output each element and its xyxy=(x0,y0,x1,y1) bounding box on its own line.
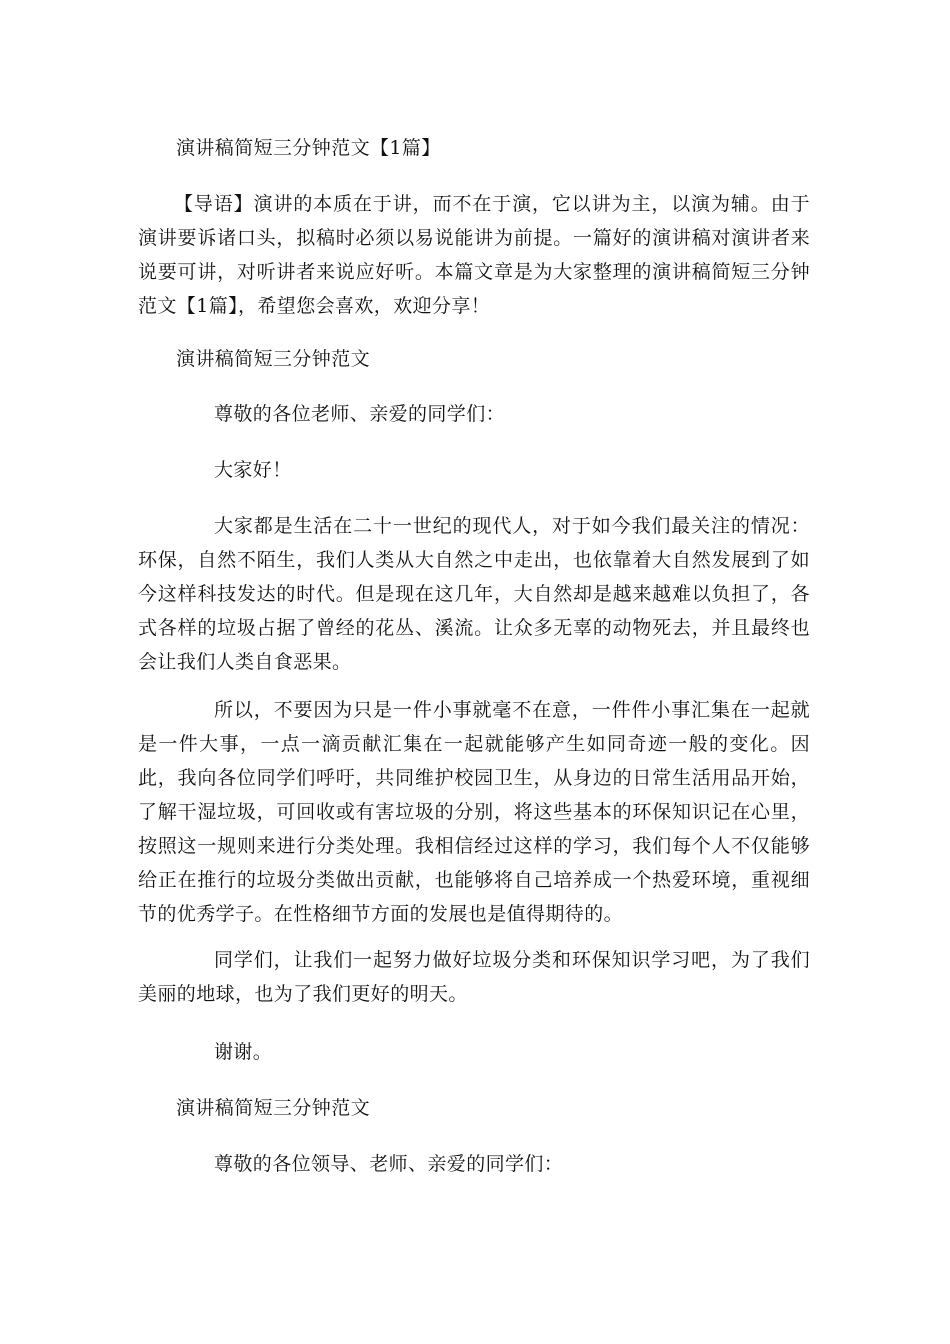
speech2-heading: 演讲稿简短三分钟范文 xyxy=(176,1097,371,1119)
speech1-salutation: 尊敬的各位老师、亲爱的同学们： xyxy=(214,403,506,425)
document-title: 演讲稿简短三分钟范文【1篇】 xyxy=(176,137,441,159)
speech1-closing: 谢谢。 xyxy=(214,1041,273,1063)
speech1-heading: 演讲稿简短三分钟范文 xyxy=(176,348,371,370)
speech2-salutation: 尊敬的各位领导、老师、亲爱的同学们： xyxy=(214,1153,564,1175)
speech1-paragraph-3: 同学们，让我们一起努力做好垃圾分类和环保知识学习吧，为了我们美丽的地球，也为了我们更好的明天。 xyxy=(138,949,810,1005)
intro-paragraph: 【导语】演讲的本质在于讲，而不在于演，它以讲为主，以演为辅。由于演讲要诉诸口头，拟稿时必须以易说能讲为前提。一篇好的演讲稿对演讲者来说要可讲，对听讲者来说应好听。本篇文章是为大家整理的演讲稿简短三分钟范文【1篇】，希望您会喜欢，欢迎分享！ xyxy=(138,193,810,317)
speech1-paragraph-2: 所以，不要因为只是一件小事就毫不在意，一件件小事汇集在一起就是一件大事，一点一滴贡献汇集在一起就能够产生如同奇迹一般的变化。因此，我向各位同学们呼吁，共同维护校园卫生，从身边的日常生活用品开始，了解干湿垃圾，可回收或有害垃圾的分别，将这些基本的环保知识记在心里，按照这一规则来进行分类处理。我相信经过这样的学习，我们每个人不仅能够给正在推行的垃圾分类做出贡献，也能够将自己培养成一个热爱环境，重视细节的优秀学子。在性格细节方面的发展也是值得期待的。 xyxy=(138,699,810,925)
speech1-greeting: 大家好！ xyxy=(214,459,292,481)
speech1-paragraph-1: 大家都是生活在二十一世纪的现代人，对于如今我们最关注的情况：环保，自然不陌生，我们人类从大自然之中走出，也依靠着大自然发展到了如今这样科技发达的时代。但是现在这几年，大自然却是越来越难以负担了，各式各样的垃圾占据了曾经的花丛、溪流。让众多无辜的动物死去，并且最终也会让我们人类自食恶果。 xyxy=(138,515,810,673)
